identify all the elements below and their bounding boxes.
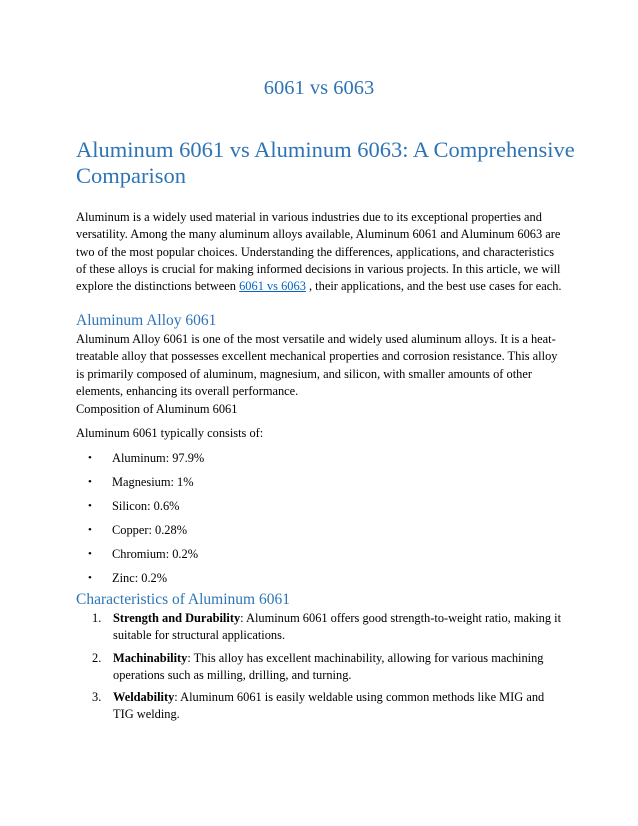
item-term: Weldability [113, 690, 175, 704]
item-body [113, 689, 564, 724]
document-title: 6061 vs 6063 [263, 77, 375, 99]
composition-item: Copper: 0.28% [112, 523, 188, 537]
item-text: : Aluminum 6061 is easily weldable using common methods like MIG and TIG welding. [113, 690, 545, 722]
composition-item: Silicon: 0.6% [112, 499, 180, 513]
bullet-icon: • [88, 476, 92, 488]
item-number: 2. [92, 651, 102, 665]
composition-item: Magnesium: 1% [112, 475, 194, 489]
composition-item: Chromium: 0.2% [112, 547, 199, 561]
composition-item: Zinc: 0.2% [112, 571, 168, 585]
item-body [113, 650, 564, 685]
main-heading: Aluminum 6061 vs Aluminum 6063: A Comprehensive Comparison [76, 137, 575, 188]
section-heading-alloy: Aluminum Alloy 6061 [76, 312, 217, 329]
item-text: : Aluminum 6061 offers good strength-to-weight ratio, making it suitable for structural applications. [113, 611, 562, 643]
item-number: 3. [92, 690, 102, 704]
intro-text-before-link: Aluminum is a widely used material in various industries due to its exceptional properties and versatility. Among the many aluminum alloys available, Aluminum 6061 and Aluminum 6063 are two of the most popular choices. Understanding the differences, applications, and characteristics of these alloys is crucial for making informed decisions in various projects. In this article, we will explore the distinctions between [76, 210, 561, 294]
composition-intro: Aluminum 6061 typically consists of: [76, 426, 264, 440]
section-heading-characteristics: Characteristics of Aluminum 6061 [76, 591, 290, 608]
composition-item: Aluminum: 97.9% [112, 451, 205, 465]
bullet-icon: • [88, 572, 92, 584]
bullet-icon: • [88, 500, 92, 512]
bullet-icon: • [88, 452, 92, 464]
bullet-icon: • [88, 524, 92, 536]
item-text: : This alloy has excellent machinability, allowing for various machining operations such as milling, drilling, and turning. [113, 651, 544, 683]
item-number: 1. [92, 611, 102, 625]
alloy-paragraph: Aluminum Alloy 6061 is one of the most versatile and widely used aluminum alloys. It is a heat-treatable alloy that possesses excellent mechanical properties and corrosion resistance. This alloy is primarily composed of aluminum, magnesium, and silicon, with smaller amounts of other elements, enhancing its overall performance. [76, 332, 558, 398]
item-body [113, 610, 564, 645]
intro-text-after-link: , their applications, and the best use cases for each. [305, 279, 562, 294]
intro-paragraph [76, 209, 564, 295]
item-term: Machinability [113, 651, 188, 665]
composition-title: Composition of Aluminum 6061 [76, 402, 238, 416]
item-term: Strength and Durability [113, 611, 241, 625]
comparison-link[interactable]: 6061 vs 6063 [239, 279, 306, 294]
bullet-icon: • [88, 548, 92, 560]
